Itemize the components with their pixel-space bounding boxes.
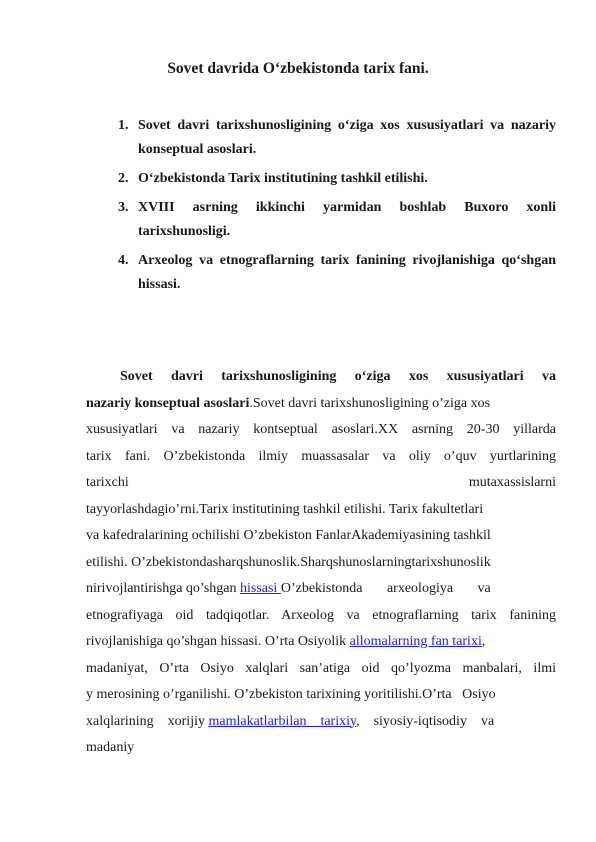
body-line: madaniyat, O’rta Osiyo xalqlari san’atiga oid qo’lyozma manbalari, ilmi bbox=[86, 660, 556, 676]
outline-number: 3. bbox=[118, 200, 129, 215]
outline-number: 4. bbox=[118, 253, 129, 268]
outline-text: O‘zbekistonda Tarix institutining tashkil etilishi. bbox=[138, 171, 428, 186]
text-span: .Sovet davri tarixshunosligining o’ziga xos bbox=[249, 395, 491, 411]
body-line: tayyorlashdagio’rni.Tarix institutining tashkil etilishi. Tarix fakultetlari bbox=[86, 501, 484, 517]
body-line: madaniy bbox=[86, 740, 135, 755]
outline-item bbox=[118, 196, 556, 244]
text-span: , siyosiy-iqtisodiy va bbox=[356, 713, 495, 729]
outline-item bbox=[118, 167, 556, 191]
body-line bbox=[86, 629, 556, 656]
mamlakatlarbilan-tarixiy-link[interactable]: mamlakatlarbilan tarixiy bbox=[208, 713, 357, 729]
outline-text: Arxeolog va etnograflarning tarix fanining rivojlanishiga qo‘shgan hissasi. bbox=[138, 253, 556, 292]
body-line bbox=[86, 391, 556, 418]
body-line: etilishi. O’zbekistondasharqshunoslik.Sharqshunoslarningtarixshunoslik bbox=[86, 554, 491, 570]
text-span: nirivojlantirishga qo’shgan bbox=[86, 581, 240, 596]
body-paragraph bbox=[86, 364, 556, 762]
bold-phrase: nazariy konseptual asoslari bbox=[86, 395, 250, 411]
text-span: tarixchi bbox=[86, 475, 129, 490]
outline-number: 1. bbox=[118, 118, 129, 133]
outline-number: 2. bbox=[118, 171, 129, 186]
outline-item bbox=[118, 249, 556, 297]
text-span: xalqlarining xorijiy bbox=[86, 713, 209, 729]
body-line: y merosining o’rganilishi. O’zbekiston tarixining yoritilishi.O’rta Osiyo bbox=[86, 687, 496, 702]
body-line bbox=[86, 576, 556, 603]
document-title: Sovet davrida O‘zbekistonda tarix fani. bbox=[167, 60, 429, 77]
body-line: etnografiyaga oid tadqiqotlar. Arxeolog va etnograflarning tarix fanining bbox=[86, 607, 556, 623]
text-span: O’zbekistonda arxeologiya va bbox=[280, 581, 491, 596]
hissasi-link[interactable]: hissasi bbox=[239, 581, 281, 596]
text-span: mutaxassislarni bbox=[468, 475, 556, 490]
allomalarning-fan-tarixi-link[interactable]: allomalarning fan tarixi bbox=[349, 634, 482, 649]
body-line: tarix fani. O’zbekistonda ilmiy muassasalar va oliy o’quv yurtlarining bbox=[86, 448, 556, 464]
body-line: xususiyatlari va nazariy kontseptual asoslari.XX asrning 20-30 yillarda bbox=[86, 422, 556, 437]
body-line bbox=[86, 709, 556, 736]
outline-text: Sovet davri tarixshunosligining o‘ziga xos xususiyatlari va nazariy konseptual asoslari. bbox=[138, 118, 556, 157]
body-line: va kafedralarining ochilishi O’zbekiston FanlarAkademiyasining tashkil bbox=[86, 528, 491, 543]
outline-text: XVIII asrning ikkinchi yarmidan boshlab Buxoro xonli tarixshunosligi. bbox=[138, 200, 556, 239]
body-line: Sovet davri tarixshunosligining o‘ziga xos xususiyatlari va bbox=[120, 369, 556, 384]
text-span: , bbox=[481, 634, 486, 649]
topic-outline bbox=[118, 114, 556, 302]
outline-item bbox=[118, 114, 556, 162]
body-line bbox=[86, 470, 556, 497]
text-span: rivojlanishiga qo’shgan hissasi. O’rta Osiyolik bbox=[86, 634, 350, 649]
